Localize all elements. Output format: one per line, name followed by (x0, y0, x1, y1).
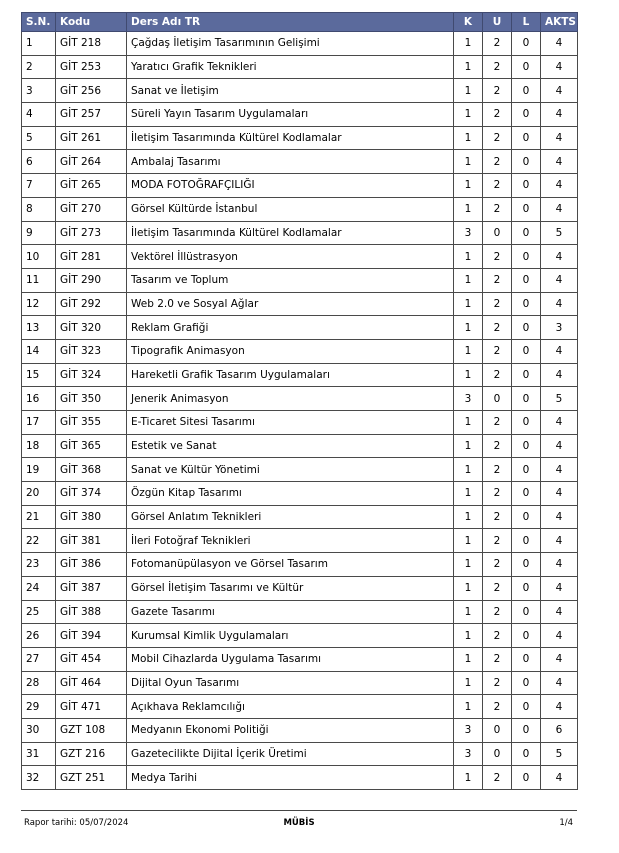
cell-code: GİT 388 (56, 600, 127, 624)
cell-code: GİT 355 (56, 411, 127, 435)
cell-k: 1 (454, 411, 483, 435)
cell-l: 0 (512, 766, 541, 790)
cell-k: 1 (454, 482, 483, 506)
cell-akts: 4 (541, 458, 578, 482)
cell-u: 0 (483, 387, 512, 411)
table-row (22, 505, 578, 529)
cell-akts: 5 (541, 742, 578, 766)
cell-u: 2 (483, 529, 512, 553)
cell-l: 0 (512, 600, 541, 624)
cell-u: 2 (483, 624, 512, 648)
cell-course-name: Estetik ve Sanat (127, 434, 454, 458)
cell-u: 2 (483, 174, 512, 198)
cell-code: GİT 471 (56, 695, 127, 719)
cell-course-name: Görsel Anlatım Teknikleri (127, 505, 454, 529)
cell-l: 0 (512, 505, 541, 529)
header-u: U (483, 13, 512, 32)
cell-u: 2 (483, 411, 512, 435)
cell-course-name: İletişim Tasarımında Kültürel Kodlamalar (127, 221, 454, 245)
header-course-name: Ders Adı TR (127, 13, 454, 32)
cell-l: 0 (512, 458, 541, 482)
cell-code: GİT 394 (56, 624, 127, 648)
cell-k: 1 (454, 79, 483, 103)
cell-sn: 5 (22, 126, 56, 150)
cell-sn: 16 (22, 387, 56, 411)
cell-sn: 26 (22, 624, 56, 648)
cell-k: 1 (454, 505, 483, 529)
cell-sn: 29 (22, 695, 56, 719)
cell-sn: 28 (22, 671, 56, 695)
cell-sn: 27 (22, 647, 56, 671)
cell-u: 0 (483, 718, 512, 742)
cell-akts: 5 (541, 221, 578, 245)
cell-sn: 7 (22, 174, 56, 198)
table-row (22, 126, 578, 150)
cell-l: 0 (512, 245, 541, 269)
cell-code: GZT 108 (56, 718, 127, 742)
cell-course-name: Web 2.0 ve Sosyal Ağlar (127, 292, 454, 316)
header-l: L (512, 13, 541, 32)
table-row (22, 529, 578, 553)
system-name: MÜBİS (283, 818, 315, 828)
cell-akts: 4 (541, 647, 578, 671)
cell-akts: 4 (541, 245, 578, 269)
cell-code: GİT 281 (56, 245, 127, 269)
cell-akts: 4 (541, 79, 578, 103)
table-row (22, 221, 578, 245)
cell-l: 0 (512, 647, 541, 671)
cell-u: 2 (483, 482, 512, 506)
header-k: K (454, 13, 483, 32)
cell-k: 1 (454, 600, 483, 624)
cell-akts: 4 (541, 482, 578, 506)
cell-l: 0 (512, 553, 541, 577)
table-row (22, 718, 578, 742)
cell-u: 2 (483, 695, 512, 719)
cell-course-name: Sanat ve Kültür Yönetimi (127, 458, 454, 482)
cell-k: 1 (454, 529, 483, 553)
cell-l: 0 (512, 174, 541, 198)
cell-akts: 4 (541, 55, 578, 79)
cell-k: 3 (454, 221, 483, 245)
cell-sn: 15 (22, 363, 56, 387)
header-akts: AKTS (541, 13, 578, 32)
cell-akts: 4 (541, 624, 578, 648)
cell-l: 0 (512, 150, 541, 174)
cell-l: 0 (512, 671, 541, 695)
cell-akts: 4 (541, 197, 578, 221)
cell-l: 0 (512, 292, 541, 316)
cell-akts: 4 (541, 150, 578, 174)
cell-u: 2 (483, 647, 512, 671)
cell-code: GİT 256 (56, 79, 127, 103)
cell-code: GİT 273 (56, 221, 127, 245)
table-row (22, 553, 578, 577)
cell-sn: 24 (22, 576, 56, 600)
cell-course-name: Fotomanüpülasyon ve Görsel Tasarım (127, 553, 454, 577)
footer-divider (21, 810, 577, 811)
course-table (21, 12, 578, 790)
cell-course-name: Tipografik Animasyon (127, 339, 454, 363)
cell-course-name: İletişim Tasarımında Kültürel Kodlamalar (127, 126, 454, 150)
cell-k: 1 (454, 126, 483, 150)
cell-sn: 11 (22, 268, 56, 292)
cell-course-name: Dijital Oyun Tasarımı (127, 671, 454, 695)
cell-course-name: Jenerik Animasyon (127, 387, 454, 411)
cell-sn: 18 (22, 434, 56, 458)
cell-k: 1 (454, 150, 483, 174)
cell-l: 0 (512, 55, 541, 79)
table-row (22, 482, 578, 506)
cell-sn: 31 (22, 742, 56, 766)
cell-k: 1 (454, 55, 483, 79)
cell-course-name: Süreli Yayın Tasarım Uygulamaları (127, 103, 454, 127)
cell-sn: 23 (22, 553, 56, 577)
cell-code: GİT 368 (56, 458, 127, 482)
cell-u: 2 (483, 32, 512, 56)
cell-course-name: Çağdaş İletişim Tasarımının Gelişimi (127, 32, 454, 56)
cell-akts: 4 (541, 600, 578, 624)
cell-akts: 4 (541, 126, 578, 150)
cell-k: 1 (454, 316, 483, 340)
table-row (22, 671, 578, 695)
cell-sn: 8 (22, 197, 56, 221)
header-sn: S.N. (22, 13, 56, 32)
cell-l: 0 (512, 197, 541, 221)
cell-l: 0 (512, 339, 541, 363)
table-row (22, 766, 578, 790)
cell-k: 1 (454, 576, 483, 600)
cell-u: 2 (483, 505, 512, 529)
cell-sn: 19 (22, 458, 56, 482)
cell-l: 0 (512, 576, 541, 600)
table-row (22, 103, 578, 127)
cell-u: 2 (483, 79, 512, 103)
cell-k: 1 (454, 624, 483, 648)
cell-code: GİT 386 (56, 553, 127, 577)
cell-k: 1 (454, 103, 483, 127)
cell-k: 1 (454, 292, 483, 316)
cell-code: GİT 218 (56, 32, 127, 56)
table-row (22, 742, 578, 766)
cell-sn: 30 (22, 718, 56, 742)
cell-u: 2 (483, 150, 512, 174)
cell-sn: 9 (22, 221, 56, 245)
cell-l: 0 (512, 695, 541, 719)
cell-code: GİT 323 (56, 339, 127, 363)
cell-u: 2 (483, 339, 512, 363)
table-row (22, 79, 578, 103)
cell-l: 0 (512, 32, 541, 56)
cell-course-name: Görsel İletişim Tasarımı ve Kültür (127, 576, 454, 600)
cell-code: GİT 324 (56, 363, 127, 387)
cell-sn: 1 (22, 32, 56, 56)
cell-k: 1 (454, 197, 483, 221)
cell-sn: 4 (22, 103, 56, 127)
cell-course-name: Gazete Tasarımı (127, 600, 454, 624)
cell-sn: 14 (22, 339, 56, 363)
cell-sn: 3 (22, 79, 56, 103)
cell-akts: 4 (541, 766, 578, 790)
table-row (22, 197, 578, 221)
cell-akts: 4 (541, 268, 578, 292)
cell-k: 1 (454, 647, 483, 671)
table-row (22, 245, 578, 269)
cell-l: 0 (512, 363, 541, 387)
table-row (22, 174, 578, 198)
cell-course-name: Hareketli Grafik Tasarım Uygulamaları (127, 363, 454, 387)
cell-code: GİT 387 (56, 576, 127, 600)
cell-u: 2 (483, 671, 512, 695)
cell-u: 2 (483, 553, 512, 577)
cell-course-name: Sanat ve İletişim (127, 79, 454, 103)
cell-k: 1 (454, 458, 483, 482)
cell-l: 0 (512, 79, 541, 103)
cell-code: GİT 350 (56, 387, 127, 411)
cell-sn: 25 (22, 600, 56, 624)
cell-course-name: Mobil Cihazlarda Uygulama Tasarımı (127, 647, 454, 671)
cell-code: GİT 380 (56, 505, 127, 529)
table-row (22, 339, 578, 363)
cell-akts: 4 (541, 434, 578, 458)
cell-course-name: Reklam Grafiği (127, 316, 454, 340)
cell-l: 0 (512, 387, 541, 411)
cell-k: 1 (454, 339, 483, 363)
cell-akts: 4 (541, 103, 578, 127)
cell-l: 0 (512, 434, 541, 458)
cell-akts: 4 (541, 292, 578, 316)
cell-u: 2 (483, 292, 512, 316)
report-date: Rapor tarihi: 05/07/2024 (24, 818, 129, 828)
cell-k: 1 (454, 671, 483, 695)
cell-k: 1 (454, 363, 483, 387)
cell-k: 3 (454, 718, 483, 742)
table-row (22, 150, 578, 174)
cell-akts: 4 (541, 363, 578, 387)
cell-course-name: Görsel Kültürde İstanbul (127, 197, 454, 221)
cell-k: 1 (454, 766, 483, 790)
page-footer (21, 818, 577, 830)
cell-code: GZT 216 (56, 742, 127, 766)
cell-code: GİT 292 (56, 292, 127, 316)
cell-k: 3 (454, 742, 483, 766)
table-row (22, 292, 578, 316)
cell-l: 0 (512, 742, 541, 766)
cell-course-name: Yaratıcı Grafik Teknikleri (127, 55, 454, 79)
cell-sn: 32 (22, 766, 56, 790)
cell-u: 2 (483, 197, 512, 221)
cell-akts: 4 (541, 553, 578, 577)
cell-akts: 4 (541, 505, 578, 529)
table-body (22, 32, 578, 790)
cell-k: 1 (454, 245, 483, 269)
cell-code: GİT 253 (56, 55, 127, 79)
cell-code: GİT 320 (56, 316, 127, 340)
cell-u: 0 (483, 742, 512, 766)
cell-akts: 4 (541, 671, 578, 695)
cell-code: GZT 251 (56, 766, 127, 790)
cell-k: 1 (454, 695, 483, 719)
cell-code: GİT 454 (56, 647, 127, 671)
cell-course-name: Özgün Kitap Tasarımı (127, 482, 454, 506)
cell-sn: 17 (22, 411, 56, 435)
cell-akts: 4 (541, 411, 578, 435)
table-row (22, 624, 578, 648)
cell-sn: 12 (22, 292, 56, 316)
cell-l: 0 (512, 316, 541, 340)
cell-u: 2 (483, 55, 512, 79)
cell-u: 2 (483, 363, 512, 387)
cell-course-name: Medya Tarihi (127, 766, 454, 790)
table-row (22, 458, 578, 482)
cell-k: 1 (454, 268, 483, 292)
cell-u: 2 (483, 600, 512, 624)
cell-l: 0 (512, 529, 541, 553)
cell-l: 0 (512, 482, 541, 506)
cell-code: GİT 374 (56, 482, 127, 506)
cell-l: 0 (512, 624, 541, 648)
cell-sn: 22 (22, 529, 56, 553)
cell-u: 2 (483, 766, 512, 790)
table-row (22, 363, 578, 387)
cell-akts: 4 (541, 695, 578, 719)
cell-sn: 6 (22, 150, 56, 174)
cell-akts: 6 (541, 718, 578, 742)
cell-course-name: İleri Fotoğraf Teknikleri (127, 529, 454, 553)
cell-sn: 21 (22, 505, 56, 529)
cell-sn: 10 (22, 245, 56, 269)
cell-course-name: Medyanın Ekonomi Politiği (127, 718, 454, 742)
cell-code: GİT 381 (56, 529, 127, 553)
cell-l: 0 (512, 268, 541, 292)
table-row (22, 268, 578, 292)
cell-u: 2 (483, 458, 512, 482)
cell-course-name: Vektörel İllüstrasyon (127, 245, 454, 269)
cell-l: 0 (512, 103, 541, 127)
cell-code: GİT 257 (56, 103, 127, 127)
table-row (22, 32, 578, 56)
cell-u: 2 (483, 316, 512, 340)
table-header-row (22, 13, 578, 32)
cell-akts: 4 (541, 32, 578, 56)
cell-k: 1 (454, 553, 483, 577)
cell-u: 2 (483, 268, 512, 292)
cell-code: GİT 264 (56, 150, 127, 174)
cell-course-name: Tasarım ve Toplum (127, 268, 454, 292)
cell-u: 2 (483, 245, 512, 269)
table-row (22, 576, 578, 600)
cell-sn: 20 (22, 482, 56, 506)
cell-akts: 4 (541, 529, 578, 553)
cell-akts: 4 (541, 339, 578, 363)
cell-sn: 13 (22, 316, 56, 340)
table-row (22, 434, 578, 458)
cell-k: 1 (454, 434, 483, 458)
cell-code: GİT 261 (56, 126, 127, 150)
cell-course-name: Kurumsal Kimlik Uygulamaları (127, 624, 454, 648)
cell-code: GİT 464 (56, 671, 127, 695)
cell-k: 3 (454, 387, 483, 411)
cell-akts: 4 (541, 576, 578, 600)
cell-course-name: Gazetecilikte Dijital İçerik Üretimi (127, 742, 454, 766)
cell-course-name: E-Ticaret Sitesi Tasarımı (127, 411, 454, 435)
cell-course-name: MODA FOTOĞRAFÇILIĞI (127, 174, 454, 198)
cell-akts: 3 (541, 316, 578, 340)
table-row (22, 695, 578, 719)
cell-u: 2 (483, 434, 512, 458)
cell-k: 1 (454, 32, 483, 56)
cell-code: GİT 270 (56, 197, 127, 221)
cell-u: 2 (483, 126, 512, 150)
page-number: 1/4 (559, 818, 573, 828)
cell-u: 0 (483, 221, 512, 245)
cell-l: 0 (512, 411, 541, 435)
cell-course-name: Açıkhava Reklamcılığı (127, 695, 454, 719)
table-row (22, 647, 578, 671)
cell-sn: 2 (22, 55, 56, 79)
header-code: Kodu (56, 13, 127, 32)
cell-code: GİT 365 (56, 434, 127, 458)
table-row (22, 316, 578, 340)
cell-akts: 4 (541, 174, 578, 198)
table-row (22, 387, 578, 411)
table-row (22, 411, 578, 435)
cell-course-name: Ambalaj Tasarımı (127, 150, 454, 174)
table-row (22, 600, 578, 624)
cell-l: 0 (512, 221, 541, 245)
cell-k: 1 (454, 174, 483, 198)
cell-l: 0 (512, 718, 541, 742)
cell-u: 2 (483, 103, 512, 127)
table-row (22, 55, 578, 79)
cell-code: GİT 290 (56, 268, 127, 292)
cell-akts: 5 (541, 387, 578, 411)
cell-u: 2 (483, 576, 512, 600)
cell-code: GİT 265 (56, 174, 127, 198)
cell-l: 0 (512, 126, 541, 150)
